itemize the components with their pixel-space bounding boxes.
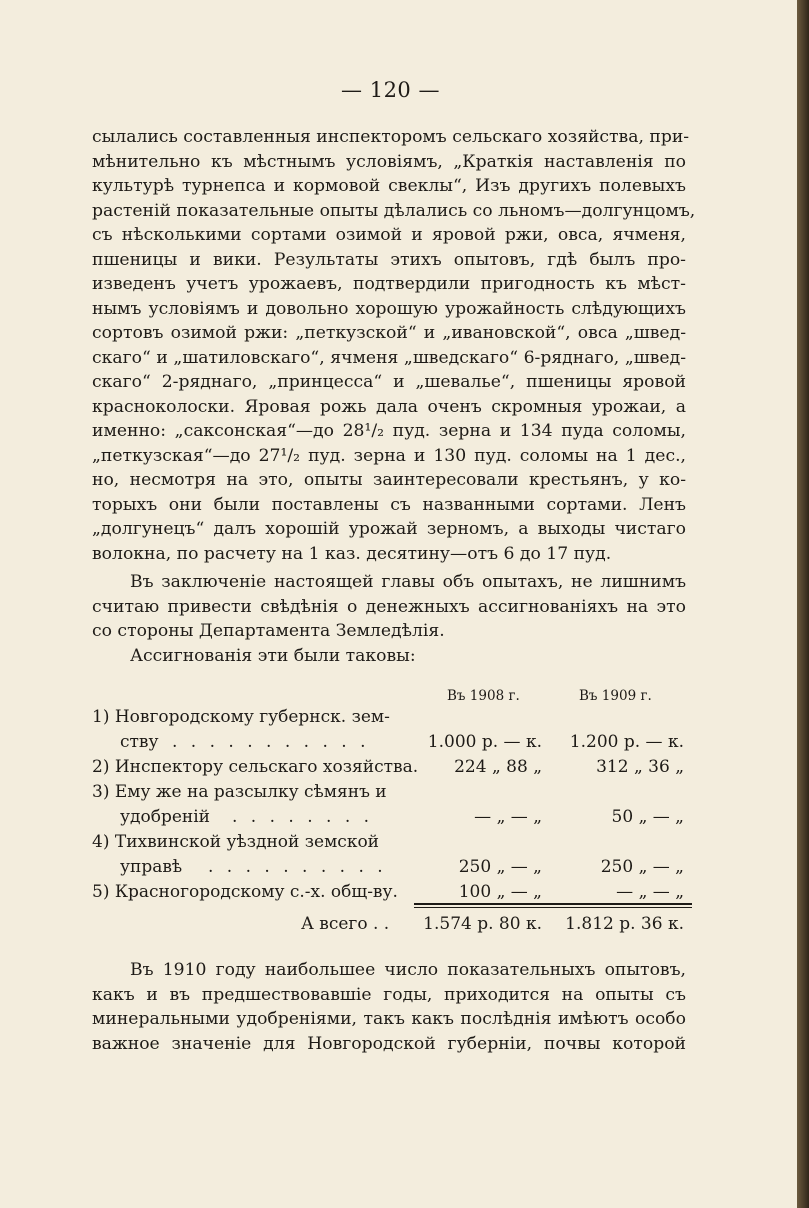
text-line: скаго“ 2-ряднаго, „принцесса“ и „шевалье“, пшеницы яровой bbox=[92, 372, 686, 392]
column-header-1909: Въ 1909 г. bbox=[579, 688, 652, 704]
leader-dots: . . . . . . . . . . bbox=[208, 857, 387, 877]
value-1909: 50 „ — „ bbox=[611, 807, 684, 827]
text-line: минеральными удобреніями, такъ какъ послѣднія имѣютъ особо bbox=[92, 1009, 686, 1029]
column-header-1908: Въ 1908 г. bbox=[447, 688, 520, 704]
paragraph-4 bbox=[92, 958, 686, 1056]
total-rule bbox=[414, 903, 692, 905]
leader-dots: . . . . . . . . bbox=[232, 807, 374, 827]
table-row bbox=[92, 880, 692, 905]
text-line: важное значеніе для Новгородской губерніи, почвы которой bbox=[92, 1033, 686, 1054]
table-row bbox=[92, 830, 692, 855]
row-label: 1) Новгородскому губернск. зем- bbox=[92, 707, 390, 727]
leader-dots: . . . . . . . . . . . bbox=[172, 732, 370, 752]
value-1909: 1.200 р. — к. bbox=[569, 732, 684, 752]
value-1909: 250 „ — „ bbox=[600, 857, 684, 877]
text-line: пшеницы и вики. Результаты этихъ опытовъ, гдѣ былъ про- bbox=[92, 249, 686, 270]
text-line: какъ и въ предшествовавшіе годы, приходится на опыты съ bbox=[92, 984, 686, 1005]
text-line: Ассигнованія эти были таковы: bbox=[130, 646, 416, 666]
text-line: „долгунецъ“ далъ хорошій урожай зерномъ, а выходы чистаго bbox=[92, 519, 686, 539]
text-line: культурѣ турнепса и кормовой свеклы“, Изъ другихъ полевыхъ bbox=[92, 176, 686, 196]
paragraph-1 bbox=[92, 125, 696, 566]
text-line: но, несмотря на это, опыты заинтересовали крестьянъ, у ко- bbox=[92, 470, 686, 490]
row-label: управѣ bbox=[120, 857, 183, 877]
total-label: А всего . . bbox=[301, 914, 390, 934]
value-1909: 312 „ 36 „ bbox=[596, 757, 684, 777]
text-line: торыхъ они были поставлены съ названными сортами. Ленъ bbox=[92, 494, 686, 515]
text-line: считаю привести свѣдѣнія о денежныхъ ассигнованіяхъ на это bbox=[92, 596, 686, 617]
text-line: красноколоски. Яровая рожь дала оченъ скромныя урожаи, а bbox=[92, 396, 686, 417]
total-row bbox=[92, 912, 692, 937]
row-label: ству bbox=[120, 732, 159, 752]
table-row bbox=[92, 780, 692, 805]
text-line: растеній показательные опыты дѣлались со льномъ—долгунцомъ, bbox=[92, 200, 696, 221]
paragraph-3 bbox=[92, 644, 686, 669]
text-line: сылались составленныя инспекторомъ сельскаго хозяйства, при- bbox=[92, 127, 690, 147]
total-rule bbox=[414, 907, 692, 908]
page-number: — 120 — bbox=[341, 78, 440, 102]
text-line: изведенъ учетъ урожаевъ, подтвердили пригодность къ мѣст- bbox=[92, 274, 686, 294]
text-line: мѣнительно къ мѣстнымъ условіямъ, „Краткія наставленія по bbox=[92, 151, 686, 172]
text-line: Въ 1910 году наибольшее число показательныхъ опытовъ, bbox=[130, 960, 686, 980]
table-row bbox=[92, 705, 692, 730]
table-row bbox=[92, 755, 692, 780]
row-label: удобреній bbox=[120, 807, 210, 827]
text-line: со стороны Департамента Земледѣлія. bbox=[92, 621, 445, 641]
value-1908: — „ — „ bbox=[474, 807, 542, 827]
table-row bbox=[92, 855, 692, 880]
row-label: 4) Тихвинской уѣздной земской bbox=[92, 832, 380, 852]
value-1908: 224 „ 88 „ bbox=[454, 757, 542, 777]
table-row bbox=[92, 805, 692, 830]
row-label: 2) Инспектору сельскаго хозяйства. bbox=[92, 757, 419, 777]
total-1908: 1.574 р. 80 к. bbox=[423, 914, 542, 934]
total-1909: 1.812 р. 36 к. bbox=[565, 914, 684, 934]
text-line: скаго“ и „шатиловскаго“, ячменя „шведскаго“ 6-ряднаго, „швед- bbox=[92, 347, 686, 368]
paragraph-2 bbox=[92, 570, 686, 644]
text-line: нымъ условіямъ и довольно хорошую урожайность слѣдующихъ bbox=[92, 298, 686, 319]
row-label: 3) Ему же на разсылку сѣмянъ и bbox=[92, 782, 387, 802]
text-line: „петкузская“—до 27¹/₂ пуд. зерна и 130 пуд. соломы на 1 дес., bbox=[92, 445, 686, 466]
value-1909: — „ — „ bbox=[616, 882, 684, 902]
table-row bbox=[92, 730, 692, 755]
text-line: Въ заключеніе настоящей главы объ опытахъ, не лишнимъ bbox=[130, 572, 686, 592]
text-line: сортовъ озимой ржи: „петкузской“ и „ивановской“, овса „швед- bbox=[92, 323, 686, 343]
text-line: волокна, по расчету на 1 каз. десятину—отъ 6 до 17 пуд. bbox=[92, 543, 612, 564]
value-1908: 100 „ — „ bbox=[458, 882, 542, 902]
text-line: именно: „саксонская“—до 28¹/₂ пуд. зерна и 134 пуда соломы, bbox=[92, 421, 686, 441]
value-1908: 250 „ — „ bbox=[458, 857, 542, 877]
value-1908: 1.000 р. — к. bbox=[427, 732, 542, 752]
row-label: 5) Красногородскому с.-х. общ-ву. bbox=[92, 882, 398, 902]
book-edge bbox=[797, 0, 809, 1208]
text-line: съ нѣсколькими сортами озимой и яровой ржи, овса, ячменя, bbox=[92, 225, 686, 245]
